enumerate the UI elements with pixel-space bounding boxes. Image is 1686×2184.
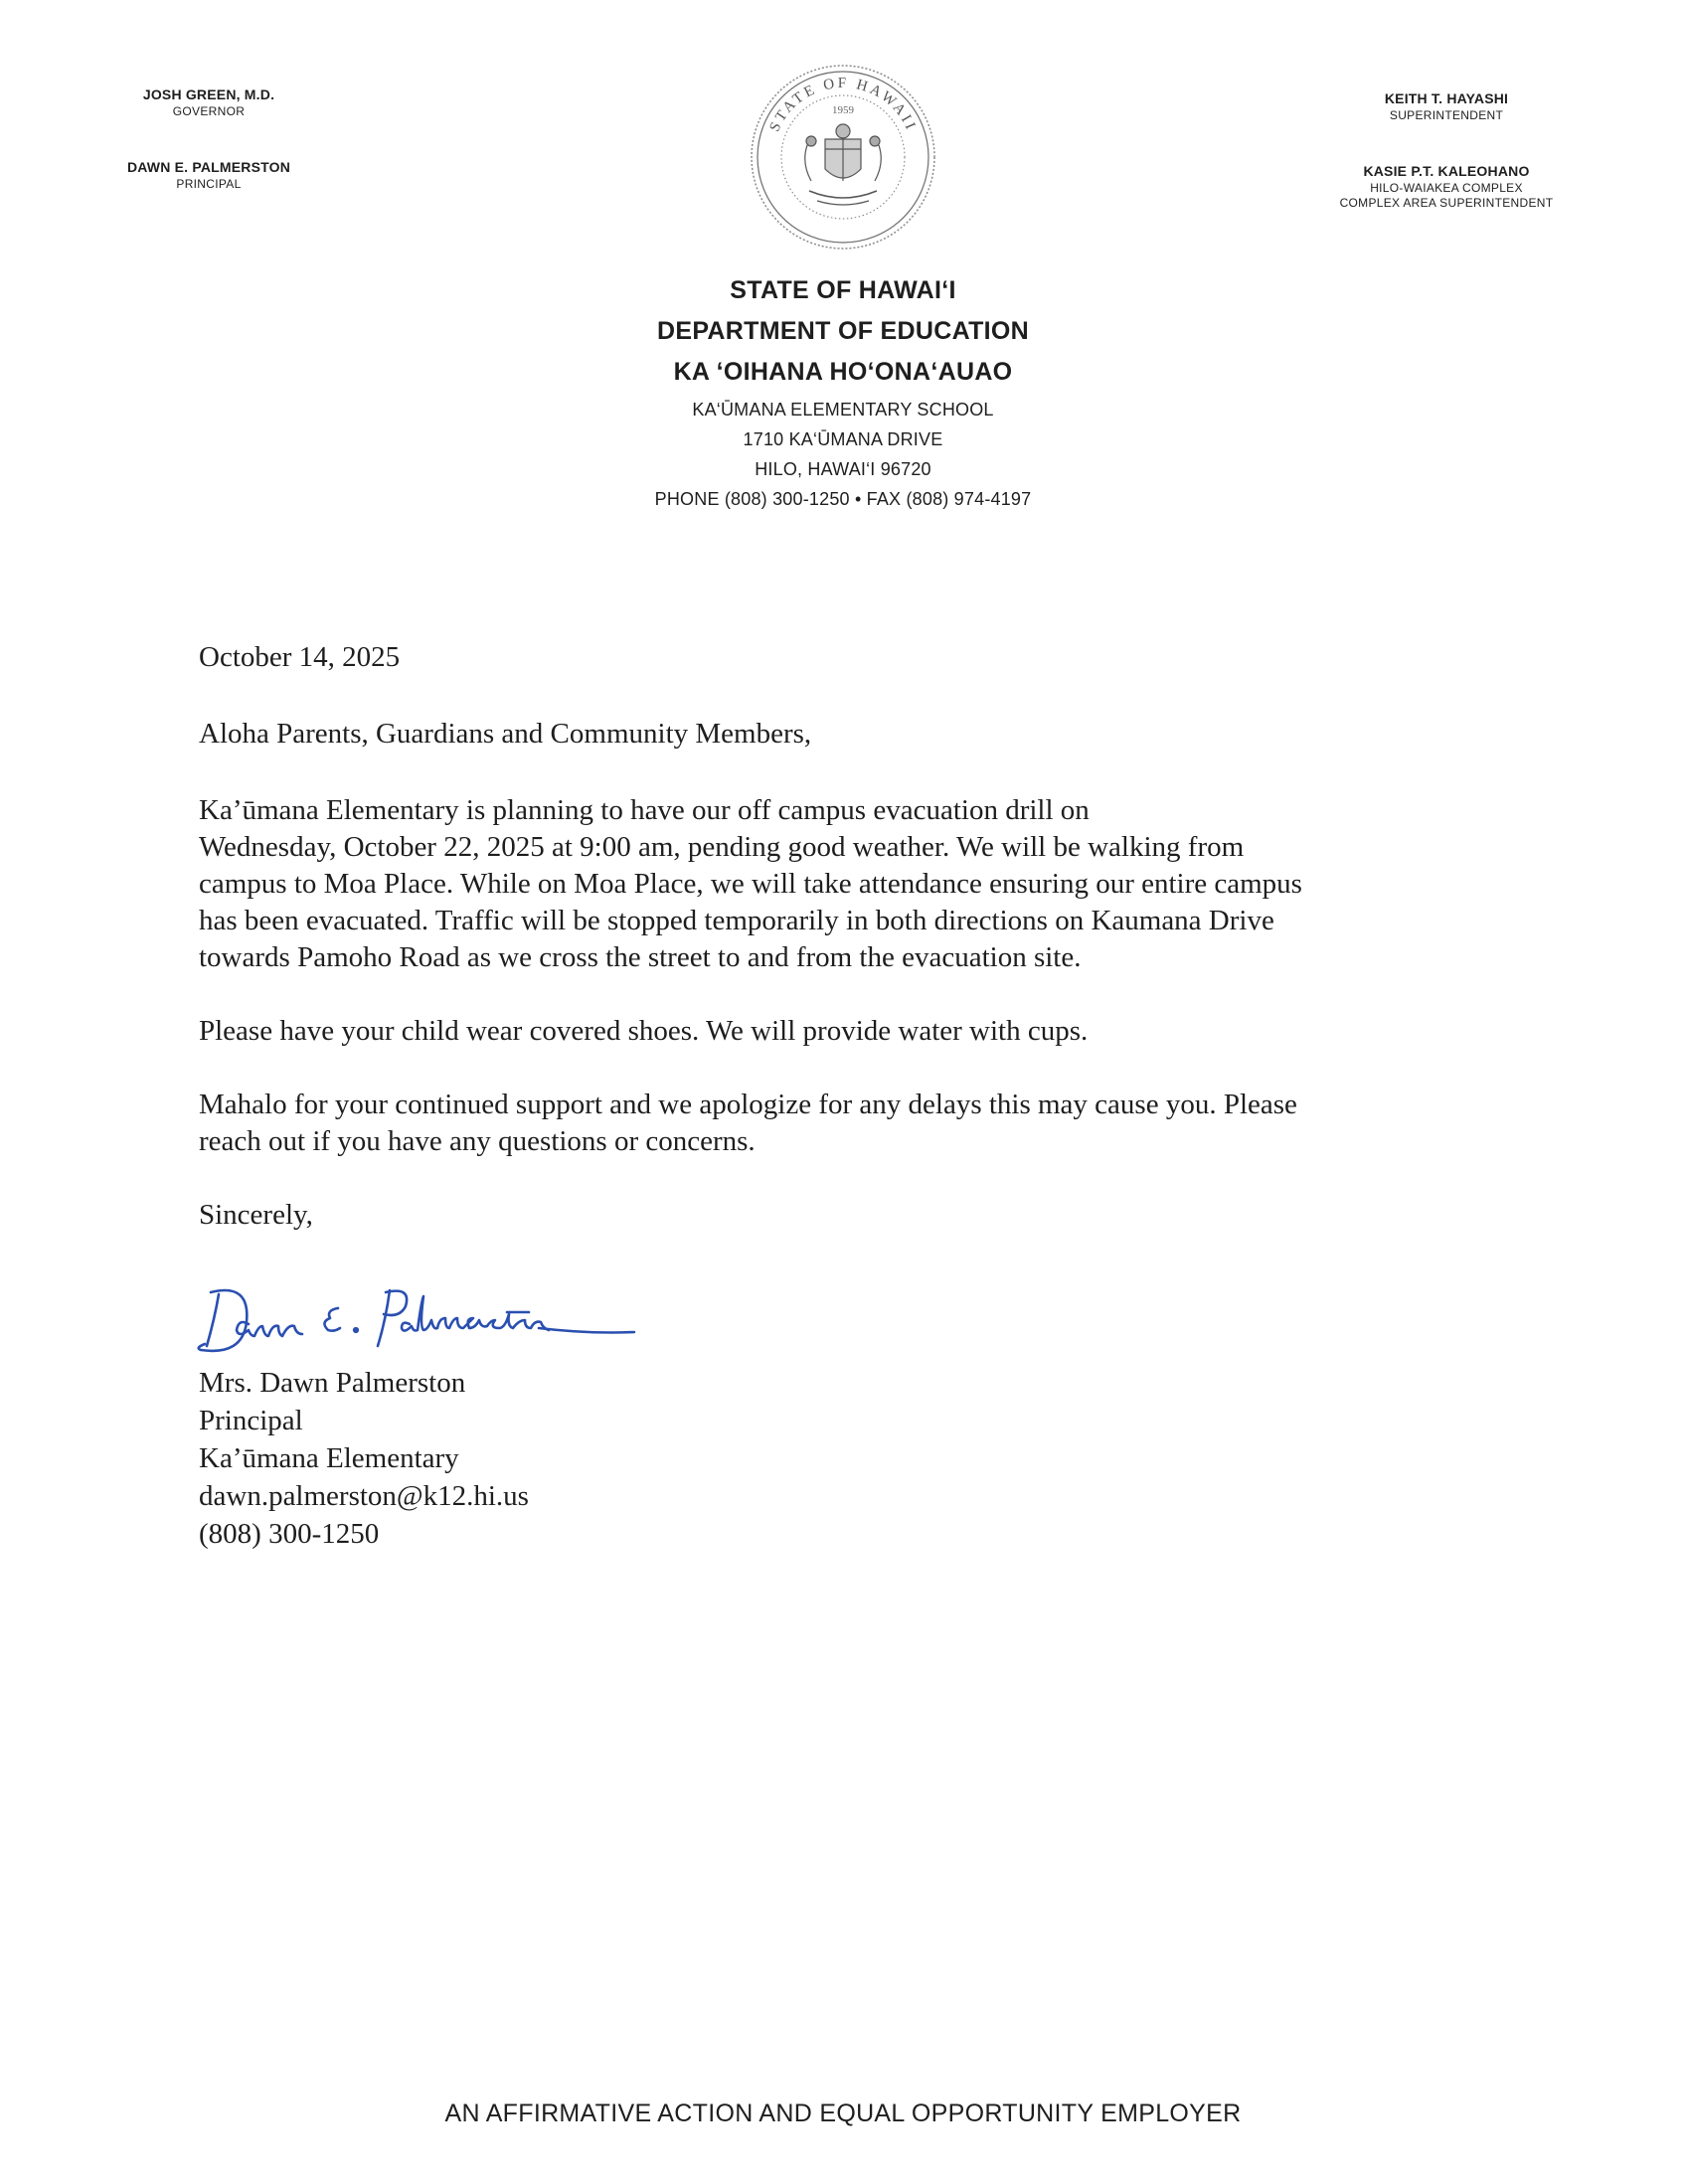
- complex-superintendent-block: [1292, 163, 1601, 211]
- seal-year: 1959: [832, 104, 854, 116]
- paragraph-mahalo: [199, 1087, 1521, 1160]
- paragraph-line: Ka’ūmana Elementary is planning to have our off campus evacuation drill on: [199, 794, 1090, 826]
- paragraph-line: reach out if you have any questions or concerns.: [199, 1125, 756, 1157]
- paragraph-line: Mahalo for your continued support and we apologize for any delays this may cause you. Please: [199, 1089, 1297, 1120]
- paragraph-line: has been evacuated. Traffic will be stopped temporarily in both directions on Kaumana Drive: [199, 905, 1274, 936]
- paragraph-line: Wednesday, October 22, 2025 at 9:00 am, pending good weather. We will be walking from: [199, 831, 1245, 863]
- principal-block: [99, 159, 318, 192]
- complex-superintendent-title: COMPLEX AREA SUPERINTENDENT: [1339, 195, 1554, 210]
- school-name: KA‘ŪMANA ELEMENTARY SCHOOL: [692, 400, 994, 420]
- complex-superintendent-name: KASIE P.T. KALEOHANO: [1363, 163, 1530, 179]
- governor-title: GOVERNOR: [172, 103, 246, 118]
- seal-text: STATE OF HAWAII: [766, 75, 920, 135]
- paragraph-line: towards Pamoho Road as we cross the street to and from the evacuation site.: [199, 941, 1082, 973]
- signature-block: [199, 1364, 529, 1553]
- department-name: DEPARTMENT OF EDUCATION: [656, 317, 1029, 345]
- letter-body: [199, 639, 1521, 1234]
- footer-eeo-statement: AN AFFIRMATIVE ACTION AND EQUAL OPPORTUNITY EMPLOYER: [444, 2100, 1242, 2127]
- paragraph-evacuation-drill: [199, 792, 1521, 976]
- handwritten-signature: [189, 1262, 646, 1362]
- letterhead: [545, 270, 1141, 514]
- superintendent-block: [1332, 90, 1561, 123]
- signer-name: Mrs. Dawn Palmerston: [199, 1367, 466, 1399]
- paragraph-shoes-water: Please have your child wear covered shoes. We will provide water with cups.: [199, 1015, 1089, 1047]
- complex-name: HILO-WAIAKEA COMPLEX: [1370, 180, 1523, 195]
- signer-email: dawn.palmerston@k12.hi.us: [199, 1480, 529, 1512]
- signer-school: Ka’ūmana Elementary: [199, 1442, 459, 1474]
- superintendent-name: KEITH T. HAYASHI: [1384, 90, 1509, 106]
- paragraph-line: campus to Moa Place. While on Moa Place, we will take attendance ensuring our entire campus: [199, 868, 1302, 900]
- superintendent-title: SUPERINTENDENT: [1389, 107, 1504, 122]
- state-seal-icon: [748, 62, 938, 252]
- school-street: 1710 KA‘ŪMANA DRIVE: [743, 429, 943, 449]
- department-hawaiian-name: KA ‘OIHANA HO‘ONA‘AUAO: [673, 358, 1013, 386]
- letter-greeting: Aloha Parents, Guardians and Community Members,: [199, 718, 812, 750]
- letter-date: October 14, 2025: [199, 641, 401, 673]
- signer-phone: (808) 300-1250: [199, 1518, 380, 1550]
- school-phone-fax: PHONE (808) 300-1250 • FAX (808) 974-4197: [654, 489, 1032, 509]
- principal-title: PRINCIPAL: [176, 176, 242, 191]
- principal-name: DAWN E. PALMERSTON: [126, 159, 291, 175]
- state-name: STATE OF HAWAI‘I: [730, 276, 956, 304]
- signer-title: Principal: [199, 1405, 303, 1436]
- letter-closing: Sincerely,: [199, 1199, 313, 1231]
- governor-name: JOSH GREEN, M.D.: [142, 86, 275, 102]
- governor-block: [104, 86, 313, 119]
- school-city: HILO, HAWAI‘I 96720: [755, 459, 931, 479]
